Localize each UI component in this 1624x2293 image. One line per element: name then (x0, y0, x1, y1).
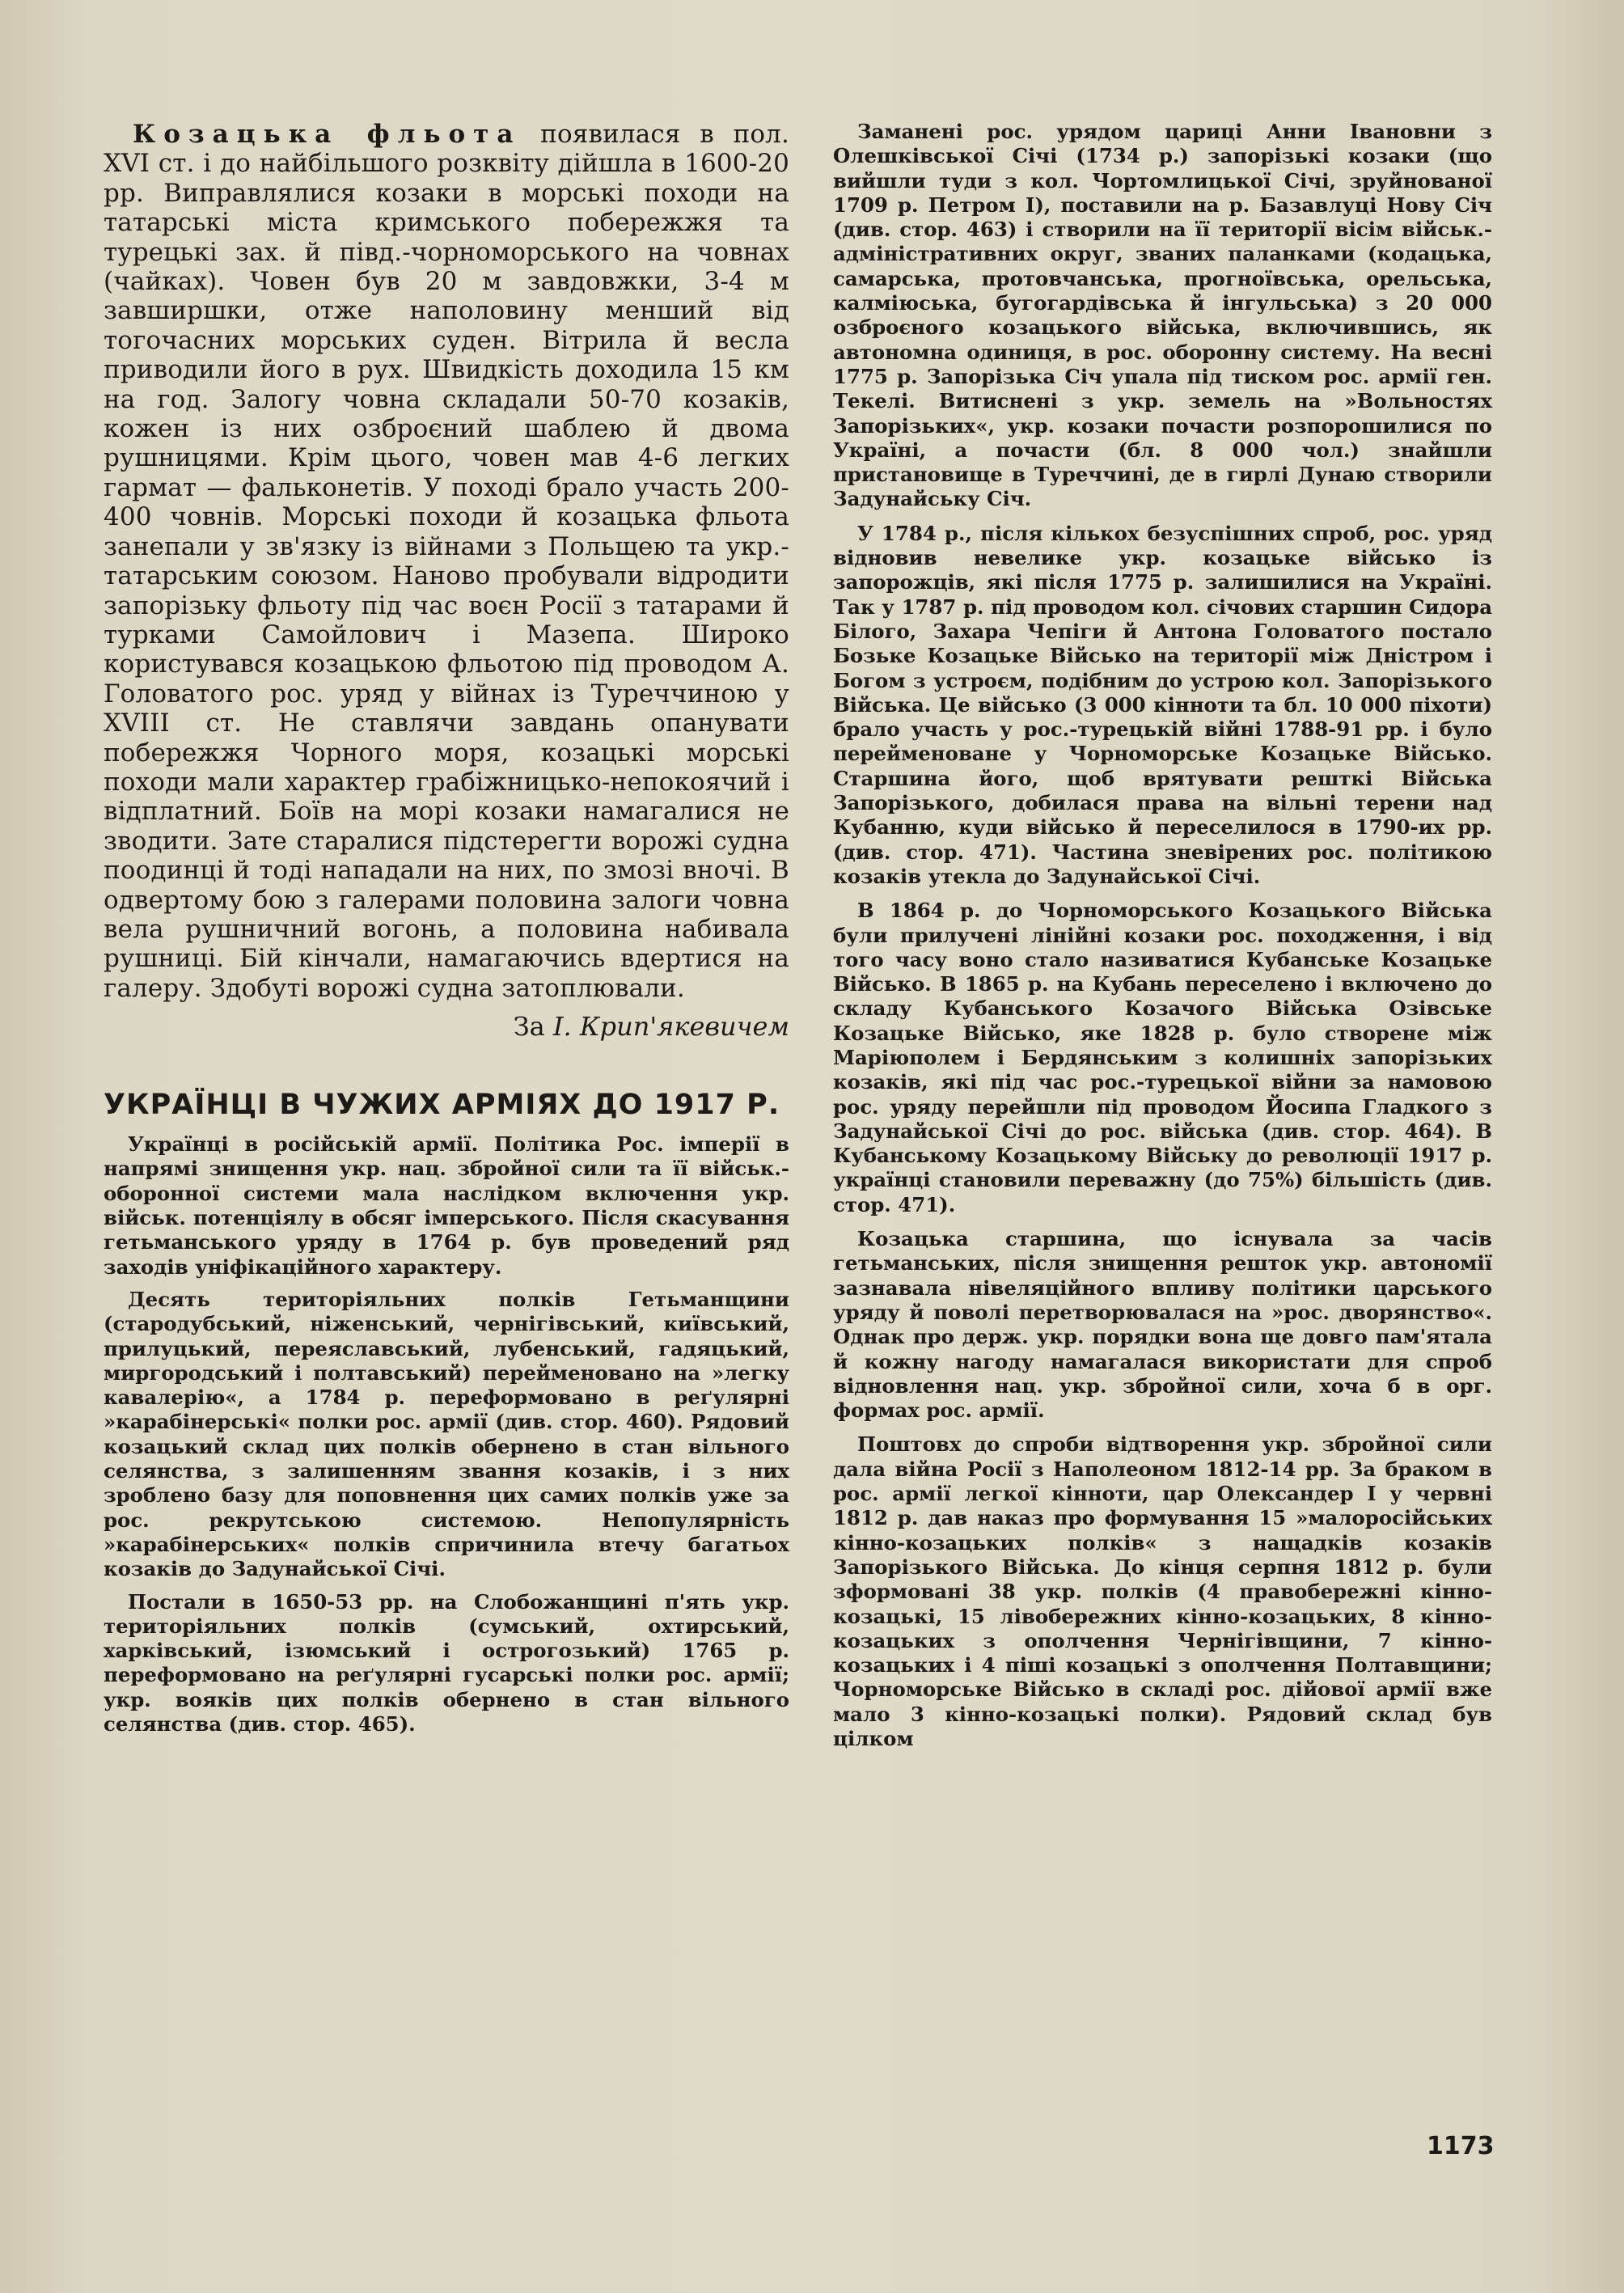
cossack-elite-paragraph: Козацька старшина, що існувала за часів гетьманських, після знищення решток укр. автономії зазнавала нівеляційного впливу політики царського уряду й поволі перетворювалася на »рос. дворянство«. Однак про держ. укр. порядки вона ще довго пам'ятала й кожну нагоду намагалася використати для спроб відновлення нац. укр. збройної сили, хоча б в орг. формах рос. армії. (833, 1227, 1492, 1423)
attribution-author: І. Крип'якевичем (552, 1011, 789, 1043)
right-column (833, 120, 1492, 1751)
russian-army-subheading: Українці в російській армії. (128, 1132, 479, 1157)
kuban-host-paragraph: В 1864 р. до Чорноморського Козацького Війська були прилучені лінійні козаки рос. походження, і від того часу воно стало називатися Кубанське Козацьке Військо. В 1865 р. на Кубань переселено і включено до складу Кубанського Козачого Війська Озівське Козацьке Військо, яке 1828 р. було створене між Маріюполем і Бердянським з колишніх запорізьких козаків, які під час рос.-турецької війни за намовою рос. уряду перейшли під проводом Йосипа Гладкого з Задунайської Січі до рос. війська (див. стор. 464). В Кубанському Козацькому Війську до революції 1917 р. українці становили переважну (до 75%) більшість (див. стор. 471). (833, 899, 1492, 1216)
cossack-fleet-lead: Козацька фльота (133, 120, 522, 149)
russian-army-text: Політика Рос. імперії в напрямі знищення укр. нац. збройної сили та її військ.-оборонної системи мала наслідком включення укр. військ. потенціялу в обсяг імперського. Після скасування гетьманського уряду в 1764 р. був проведений ряд заходів уніфікаційного характеру. (104, 1132, 789, 1279)
regiments-paragraph: Десять територіяльних полків Гетьманщини (стародубський, ніженський, чернігівський, київський, прилуцький, переяславський, лубенський, гадяцький, миргородський і полтавський) перейменовано на »легку кавалерію«, а 1784 р. переформовано в реґулярні »карабінерські« полки рос. армії (див. стор. 460). Рядовий козацький склад цих полків обернено в стан вільного селянства, з залишенням звання козаків, і з них зроблено базу для поповнення цих самих полків уже за рос. рекрутською системою. Непопулярність »карабінерських« полків спричинила втечу багатьох козаків до Задунайської Січі. (104, 1287, 789, 1581)
cossack-fleet-text: появилася в пол. XVI ст. і до найбільшого розквіту дійшла в 1600-20 рр. Виправлялися козаки в морські походи на татарські міста кримського побережжя та турецькі зах. й півд.-чорноморського на човнах (чайках). Човен був 20 м завдовжки, 3-4 м завширшки, отже наполовину менший від тогочасних морських суден. Вітрила й весла приводили його в рух. Швидкість доходила 15 км на год. Залогу човна складали 50-70 козаків, кожен із них озброєний шаблею й двома рушницями. Крім цього, човен мав 4-6 легких гармат — фальконетів. У поході брало участь 200-400 човнів. Морські походи й козацька фльота занепали у зв'язку із війнами з Польщею та укр.-татарським союзом. Наново пробували відродити запорізьку фльоту під час воєн Росії з татарами й турками Самойлович і Мазепа. Широко користувався козацькою фльотою під проводом А. Головатого рос. уряд у війнах із Туреччиною у XVIII ст. Не ставлячи завдань опанувати побережжя Чорного моря, козацькі морські походи мали характер грабіжницько-непокоячий і відплатний. Боїв на морі козаки намагалися не зводити. Зате старалися підстерегти ворожі судна поодинці й тоді нападали на них, по змозі вночі. В одвертому бою з галерами половина залоги човна вела рушничний вогонь, а половина набивала рушниці. Бій кінчали, намагаючись вдертися на галеру. Здобуті ворожі судна затоплювали. (104, 120, 789, 1003)
attribution (104, 1011, 789, 1042)
page-number: 1173 (1427, 2132, 1495, 2160)
russian-army-paragraph (104, 1132, 789, 1280)
sloboda-regiments-paragraph: Постали в 1650-53 рр. на Слобожанщині п'ять укр. територіяльних полків (сумський, охтирський, харківський, ізюмський і острогозький) 1765 р. переформовано на реґулярні гусарські полки рос. армії; укр. вояків цих полків обернено в стан вільного селянства (див. стор. 465). (104, 1589, 789, 1737)
attribution-prefix: За (513, 1011, 553, 1043)
war-1812-paragraph: Поштовх до спроби відтворення укр. збройної сили дала війна Росії з Наполеоном 1812-14 рр. За браком в рос. армії легкої кінноти, цар Олександер І у червні 1812 р. дав наказ про формування 15 »малоросійських кінно-козацьких полків« з нащадків козаків Запорізького Війська. До кінця серпня 1812 р. були зформовані 38 укр. полків (4 правобережні кінно-козацькі, 15 лівобережних кінно-козацьких, 8 кінно-козацьких з ополчення Чернігівщини, 7 кінно-козацьких і 4 піші козацькі з ополчення Полтавщини; Чорноморське Військо в складі рос. дійової армії вже мало 3 кінно-козацькі полки). Рядовий склад був цілком (833, 1432, 1492, 1750)
bug-host-paragraph: У 1784 р., після кількох безуспішних спроб, рос. уряд відновив невелике укр. козацьке військо із запорожців, які після 1775 р. залишилися на Україні. Так у 1787 р. під проводом кол. січових старшин Сидора Білого, Захара Чепіги й Антона Головатого постало Бозьке Козацьке Військо на території між Дністром і Богом з устроєм, подібним до устрою кол. Запорізького Війська. Це військо (3 000 кінноти та бл. 10 000 піхоти) брало участь у рос.-турецькій війні 1788-91 рр. і було перейменоване у Чорноморське Козацьке Військо. Старшина його, щоб врятувати решткі Війська Запорізького, добилася права на вільні терени над Кубанню, куди військо й переселилося в 1790-их рр. (див. стор. 471). Частина зневірених рос. політикою козаків утекла до Задунайської Січі. (833, 521, 1492, 888)
left-column (104, 120, 789, 1737)
cossack-fleet-paragraph (104, 120, 789, 1003)
new-sich-paragraph: Заманені рос. урядом цариці Анни Івановни з Олешківської Січі (1734 р.) запорізькі козаки (що вийшли туди з кол. Чортомлицької Січі, зруйнованої 1709 р. Петром І), поставили на р. Базавлуці Нову Січ (див. стор. 463) і створили на її території вісім військ.-адміністративних округ, званих паланками (кодацька, самарська, протовчанська, прогноївська, орельська, калміюська, бугогардівська й інгульська) з 20 000 озброєного козацького війська, включившись, як автономна одиниця, в рос. оборонну систему. На весні 1775 р. Запорізька Січ упала під тиском рос. армії ген. Текелі. Витиснені з укр. земель на »Вольностях Запорізьких«, укр. козаки почасти розпорошилися по Україні, а почасти (бл. 8 000 чол.) знайшли пристановище в Туреччині, де в гирлі Дунаю створили Задунайську Січ. (833, 120, 1492, 511)
section-title: УКРАЇНЦІ В ЧУЖИХ АРМІЯХ ДО 1917 Р. (104, 1089, 780, 1122)
